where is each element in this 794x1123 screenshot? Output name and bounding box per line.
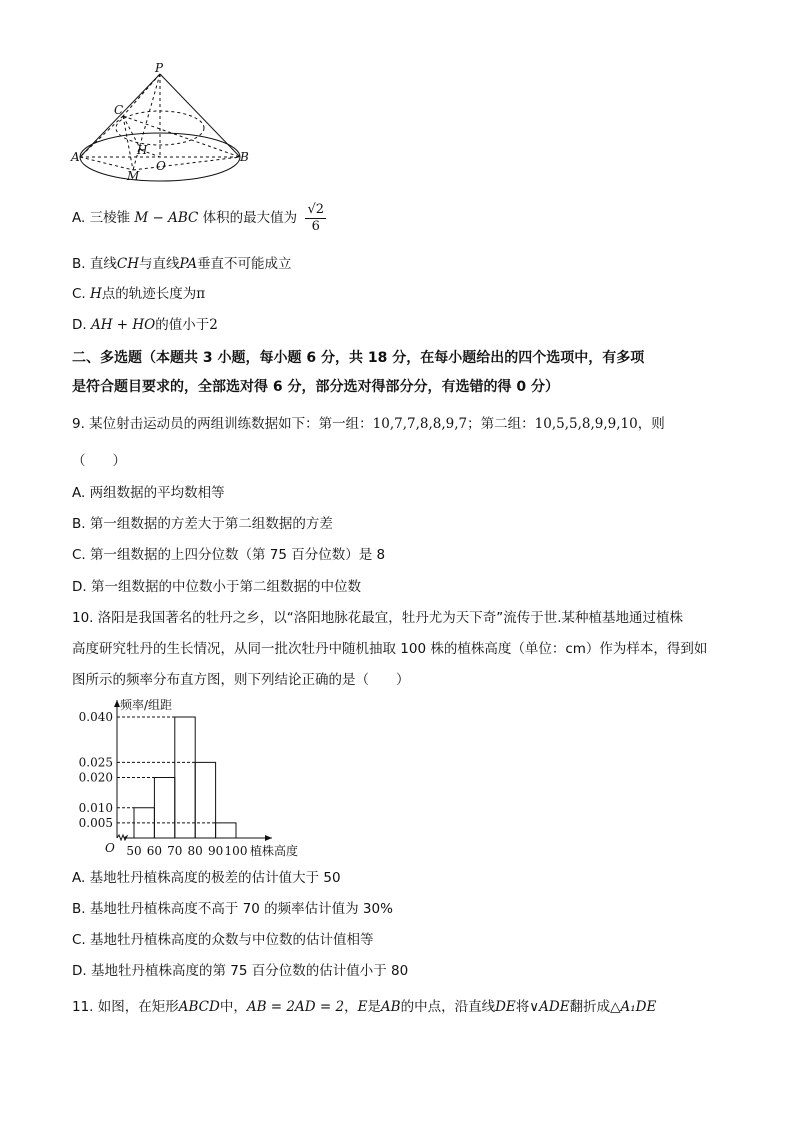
q8-option-d: D. AH + HO的值小于2 [72,317,218,333]
y-tick-label: 0.020 [78,770,113,785]
x-tick-label: 90 [207,844,224,858]
label-a: A [71,150,80,164]
label-c: C [114,103,124,117]
histogram-bar [175,717,195,838]
cone-figure [0,0,794,200]
section2-heading-line2: 是符合题目要求的，全部选对得 6 分，部分选对得部分分，有选错的得 0 分） [72,379,559,395]
q9-option-d: D. 第一组数据的中位数小于第二组数据的中位数 [72,579,361,595]
q9-option-a: A. 两组数据的平均数相等 [72,485,225,501]
y-axis-label: 频率/组距 [120,698,173,712]
q9-option-b: B. 第一组数据的方差大于第二组数据的方差 [72,516,333,532]
x-axis-arrow [265,835,272,841]
q8-option-a: A. 三棱锥 M − ABC 体积的最大值为 $\frac{√2}{6}$ [72,202,325,234]
y-tick-label: 0.005 [78,815,113,830]
q10-option-c: C. 基地牡丹植株高度的众数与中位数的估计值相等 [72,932,374,948]
x-tick-label: 50 [126,844,142,858]
label-p: P [155,61,164,75]
section2-heading-line1: 二、多选题（本题共 3 小题，每小题 6 分，共 18 分，在每小题给出的四个选项中，有多项 [72,350,645,366]
q9-paren: （ ） [72,453,126,469]
y-tick-label: 0.040 [78,710,113,724]
q10-stem-line3: 图所示的频率分布直方图，则下列结论正确的是（ ） [72,672,410,688]
q10-option-d: D. 基地牡丹植株高度的第 75 百分位数的估计值小于 80 [72,963,409,979]
x-tick-label: 60 [146,844,163,858]
y-tick-label: 0.010 [78,800,113,815]
q11-stem: 11. 如图，在矩形ABCD中，AB = 2AD = 2，E是AB的中点，沿直线DE将∨ADE翻折成△A₁DE [72,999,657,1015]
y-tick-label: 0.025 [78,755,113,770]
histogram-bar [154,778,174,839]
q10-stem-line1: 10. 洛阳是我国著名的牡丹之乡，以“洛阳地脉花最宜，牡丹尤为天下奇”流传于世.某种植基地通过植株 [72,610,684,626]
q9-stem: 9. 某位射击运动员的两组训练数据如下：第一组：10,7,7,8,8,9,7；第二组：10,5,5,8,9,9,10，则 [72,416,665,432]
origin-label: O [105,841,115,855]
fraction: $\frac{√2}{6}$ [307,202,325,234]
q9-option-c: C. 第一组数据的上四分位数（第 75 百分位数）是 8 [72,547,386,563]
label-m: M [127,169,140,183]
frequency-histogram [0,695,794,865]
label-h: H [137,143,148,157]
label-o: O [156,159,166,173]
q8-option-b: B. 直线CH与直线PA垂直不可能成立 [72,256,292,272]
q10-option-a: A. 基地牡丹植株高度的极差的估计值大于 50 [72,870,341,886]
q8-option-c: C. H点的轨迹长度为π [72,286,206,302]
histogram-bar [216,823,236,838]
x-tick-label: 80 [187,844,203,858]
axis-break [117,835,127,840]
x-tick-label: 100 [224,844,248,858]
x-tick-label: 70 [167,844,183,858]
histogram-bar [195,762,215,838]
q10-stem-line2: 高度研究牡丹的生长情况，从同一批次牡丹中随机抽取 100 株的植株高度（单位：cm）作为样本，得到如 [72,641,708,657]
x-axis-label: 植株高度 [250,844,299,858]
q10-option-b: B. 基地牡丹植株高度不高于 70 的频率估计值为 30% [72,901,393,917]
label-b: B [240,150,249,164]
